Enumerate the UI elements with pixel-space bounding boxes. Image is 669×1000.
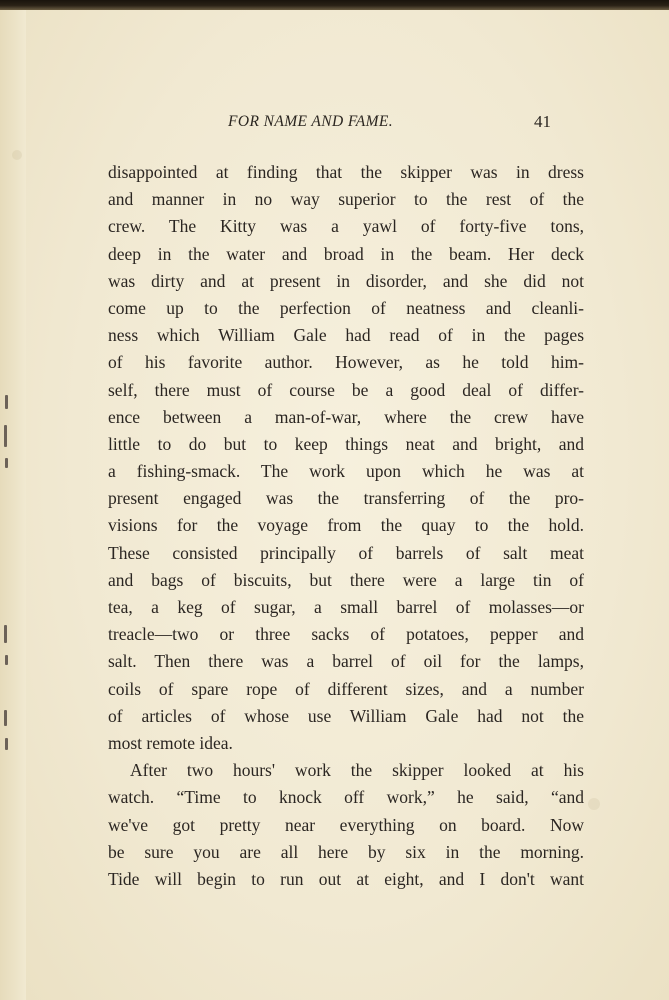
- bleed-through-mark: [5, 458, 8, 468]
- text-line: disappointed at finding that the skipper was in dress: [108, 162, 584, 182]
- page-number: 41: [534, 112, 551, 131]
- bleed-through-mark: [5, 655, 8, 665]
- text-line: coils of spare rope of different sizes, and a number: [108, 678, 584, 699]
- text-line: salt. Then there was a barrel of oil for the lamps,: [108, 651, 584, 672]
- page-header: [26, 113, 669, 137]
- text-line: most remote idea.: [108, 732, 233, 753]
- text-line: a fishing-smack. The work upon which he was at: [108, 461, 584, 482]
- bleed-through-mark: [5, 738, 8, 750]
- text-line: of articles of whose use William Gale had not the: [108, 705, 584, 726]
- text-line: and bags of biscuits, but there were a large tin of: [108, 569, 584, 590]
- text-line: crew. The Kitty was a yawl of forty-five tons,: [108, 216, 584, 237]
- text-line: present engaged was the transferring of the pro-: [108, 488, 584, 509]
- text-line: tea, a keg of sugar, a small barrel of molasses—or: [108, 597, 584, 617]
- text-line: Tide will begin to run out at eight, and I don't want: [108, 868, 584, 889]
- text-line: After two hours' work the skipper looked at his: [130, 760, 584, 781]
- paper-stain: [588, 798, 600, 810]
- bleed-through-mark: [4, 710, 7, 726]
- text-line: watch. “Time to knock off work,” he said, “and: [108, 787, 584, 808]
- text-line: was dirty and at present in disorder, and she did not: [108, 270, 584, 291]
- text-line: ence between a man-of-war, where the crew have: [108, 406, 584, 427]
- book-top-edge: [0, 0, 669, 10]
- body-text: [108, 159, 584, 893]
- text-line: ness which William Gale had read of in the pages: [108, 325, 584, 346]
- text-line: come up to the perfection of neatness and cleanli-: [108, 297, 584, 318]
- text-line: These consisted principally of barrels of salt meat: [108, 542, 584, 563]
- running-head: FOR NAME AND FAME.: [228, 113, 394, 130]
- bleed-through-mark: [5, 395, 8, 409]
- text-line: treacle—two or three sacks of potatoes, pepper and: [108, 624, 584, 645]
- text-line: be sure you are all here by six in the morning.: [108, 841, 584, 862]
- book-page: [26, 10, 669, 1000]
- text-line: self, there must of course be a good deal of differ-: [108, 379, 584, 400]
- text-line: we've got pretty near everything on board. Now: [108, 814, 584, 835]
- bleed-through-mark: [4, 425, 7, 447]
- text-line: of his favorite author. However, as he told him-: [108, 352, 584, 373]
- text-line: and manner in no way superior to the rest of the: [108, 189, 584, 210]
- text-line: little to do but to keep things neat and bright, and: [108, 433, 584, 454]
- bleed-through-mark: [4, 625, 7, 643]
- paper-stain: [12, 150, 22, 160]
- text-line: deep in the water and broad in the beam. Her deck: [108, 243, 584, 264]
- text-line: visions for the voyage from the quay to the hold.: [108, 515, 584, 536]
